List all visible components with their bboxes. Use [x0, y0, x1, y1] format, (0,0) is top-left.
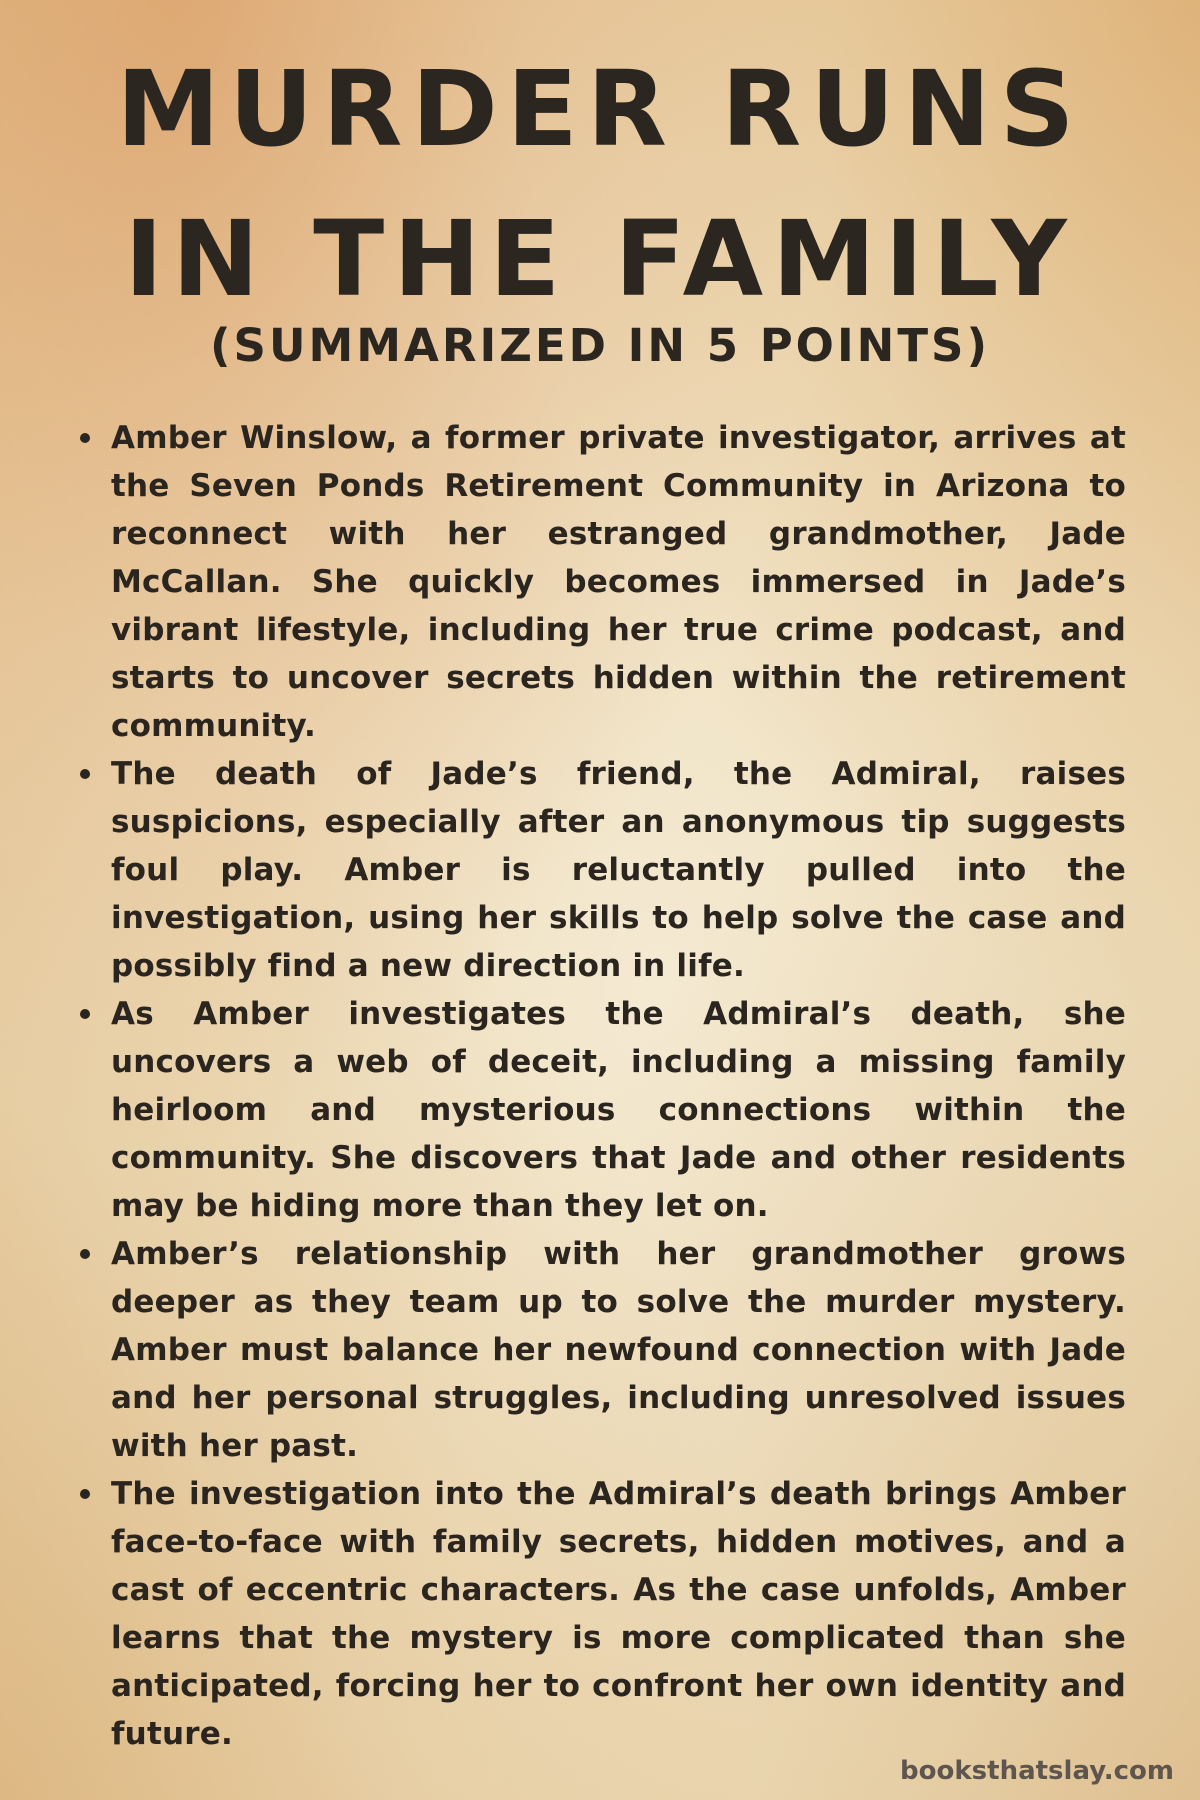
summary-point-4: [76, 1230, 1126, 1470]
summary-point-2: [76, 750, 1126, 990]
summary-point-text: Amber’s relationship with her grandmother grows deeper as they team up to solve the murder mystery. Amber must balance her newfound connection with Jade and her personal struggles, including unresolved issues with her past.: [111, 1236, 1126, 1464]
subtitle: (SUMMARIZED IN 5 POINTS): [209, 319, 991, 372]
summary-point-1: [76, 414, 1126, 750]
summary-point-text: Amber Winslow, a former private investigator, arrives at the Seven Ponds Retirement Community in Arizona to reconnect with her estranged grandmother, Jade McCallan. She quickly becomes immersed in Jade’s vibrant lifestyle, including her true crime podcast, and starts to uncover secrets hidden within the retirement community.: [111, 420, 1126, 744]
bullet-icon: [80, 1489, 90, 1499]
summary-points-list: [76, 414, 1126, 1758]
summary-point-text: The investigation into the Admiral’s death brings Amber face-to-face with family secrets, hidden motives, and a cast of eccentric characters. As the case unfolds, Amber learns that the mystery is more complicated than she anticipated, forcing her to confront her own identity and future.: [111, 1476, 1126, 1752]
bullet-icon: [80, 1009, 90, 1019]
summary-point-3: [76, 990, 1126, 1230]
bullet-icon: [80, 769, 90, 779]
summary-point-text: The death of Jade’s friend, the Admiral, raises suspicions, especially after an anonymous tip suggests foul play. Amber is reluctantly pulled into the investigation, using her skills to help solve the case and possibly find a new direction in life.: [111, 756, 1126, 984]
book-title: MURDER RUNS IN THE FAMILY: [116, 48, 1084, 320]
bullet-icon: [80, 1249, 90, 1259]
summary-point-text: As Amber investigates the Admiral’s death, she uncovers a web of deceit, including a missing family heirloom and mysterious connections within the community. She discovers that Jade and other residents may be hiding more than they let on.: [111, 996, 1126, 1224]
website-credit: booksthatslay.com: [900, 1756, 1174, 1786]
bullet-icon: [80, 433, 90, 443]
summary-point-5: [76, 1470, 1126, 1758]
